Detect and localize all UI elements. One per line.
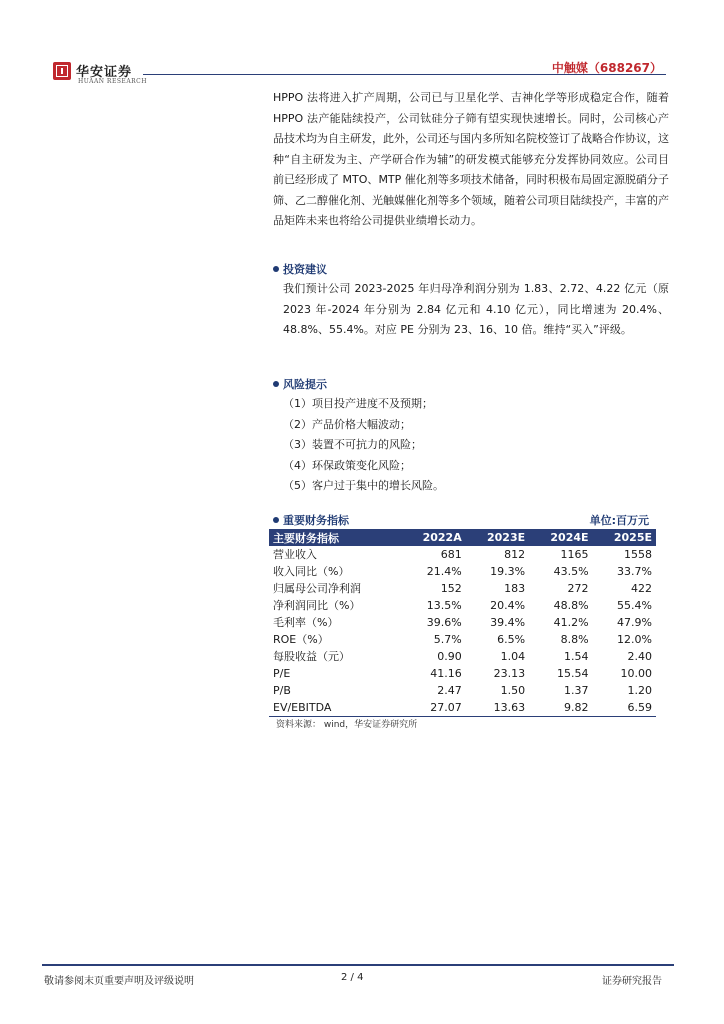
- company-title: 中触媒（688267）: [551, 61, 662, 75]
- footer-report-type: 证券研究报告: [602, 976, 662, 987]
- table-cell: 272: [567, 582, 589, 595]
- financials-heading: [273, 512, 349, 528]
- row-label: P/B: [273, 684, 291, 697]
- table-cell: 1.54: [564, 650, 589, 663]
- financials-unit: 单位:百万元: [589, 514, 649, 527]
- risk-heading-text: 风险提示: [283, 378, 327, 391]
- risk-item: （2）产品价格大幅波动；: [283, 417, 411, 431]
- investment-section: [273, 261, 669, 341]
- table-cell: 1.04: [500, 650, 526, 663]
- page-number: 2 / 4: [341, 972, 364, 983]
- table-row: [269, 580, 656, 597]
- body-section: [273, 88, 669, 232]
- row-label: 每股收益（元）: [273, 650, 350, 663]
- table-cell: 20.4%: [490, 599, 526, 612]
- investment-paragraph: 我们预计公司 2023-2025 年归母净利润分别为 1.83、2.72、4.22 亿元（原 2023 年-2024 年分别为 2.84 亿元和 4.10 亿元），同比增速为 20.4%、48.8%、55.4%。对应 PE 分别为 23、16、10 倍。维持“买入”评级。: [283, 282, 669, 336]
- table-cell: 1165: [560, 548, 589, 561]
- logo-text-en: HUAAN RESEARCH: [78, 78, 147, 85]
- table-cell: 6.59: [593, 699, 656, 717]
- footer-divider: [42, 964, 674, 966]
- table-cell: 39.4%: [490, 616, 526, 629]
- investment-heading-text: 投资建议: [283, 263, 327, 276]
- table-row: [269, 682, 656, 699]
- risk-section: [273, 376, 669, 497]
- table-cell: 13.63: [466, 699, 529, 717]
- investment-heading: [273, 261, 669, 279]
- financials-heading-text: 重要财务指标: [283, 514, 349, 527]
- table-cell: 422: [631, 582, 652, 595]
- table-cell: 812: [504, 548, 526, 561]
- row-label: EV/EBITDA: [269, 699, 401, 717]
- table-header-row: [269, 529, 656, 546]
- table-row: [269, 665, 656, 682]
- risk-heading: [273, 376, 669, 394]
- table-cell: 0.90: [437, 650, 462, 663]
- page-header: [0, 0, 724, 100]
- table-cell: 47.9%: [617, 616, 652, 629]
- risk-item: （3）装置不可抗力的风险；: [283, 438, 422, 451]
- table-cell: 48.8%: [553, 599, 589, 612]
- table-source-note: 资料来源： wind，华安证券研究所: [276, 720, 418, 730]
- table-cell: 681: [440, 548, 462, 561]
- table-cell: 183: [504, 582, 526, 595]
- table-cell: 33.7%: [617, 565, 652, 578]
- table-row: [269, 648, 656, 665]
- row-label: 收入同比（%）: [273, 565, 350, 578]
- bullet-icon: [273, 517, 279, 523]
- table-cell: 13.5%: [426, 599, 462, 612]
- table-row: [269, 699, 656, 717]
- table-cell: 152: [440, 582, 462, 595]
- table-row: [269, 597, 656, 614]
- footer-disclaimer-link[interactable]: 敬请参阅末页重要声明及评级说明: [44, 976, 194, 987]
- row-label: 归属母公司净利润: [273, 582, 361, 595]
- table-cell: 55.4%: [617, 599, 652, 612]
- row-label: 毛利率（%）: [273, 616, 339, 629]
- table-cell: 12.0%: [617, 633, 652, 646]
- table-row: [269, 631, 656, 648]
- table-row: [269, 563, 656, 580]
- table-cell: 8.8%: [560, 633, 589, 646]
- table-row: [269, 614, 656, 631]
- risk-item: （4）环保政策变化风险；: [283, 458, 411, 472]
- financials-table: [269, 529, 656, 717]
- table-cell: 39.6%: [426, 616, 462, 629]
- column-header: 2024E: [529, 529, 592, 546]
- body-paragraph: HPPO 法将进入扩产周期，公司已与卫星化学、吉神化学等形成稳定合作，随着 HPPO 法产能陆续投产，公司钛硅分子筛有望实现快速增长。同时，公司核心产品技术均为自主研发，此外，公司还与国内多所知名院校签订了战略合作协议，这种“自主研发为主、产学研合作为辅”的研发模式能够充分发挥协同效应。公司目前已经形成了 MTO、MTP 催化剂等多项技术储备，同时积极布局固定源脱硝分子筛、乙二醇催化剂、光触媒催化剂等多个领域，随着公司项目陆续投产，丰富的产品矩阵未来也将给公司提供业绩增长动力。: [273, 91, 669, 227]
- logo-text-cn: 华安证券: [76, 65, 133, 80]
- seal-icon: [56, 65, 68, 77]
- table-cell: 6.5%: [497, 633, 526, 646]
- column-header: 2022A: [401, 529, 466, 546]
- table-cell: 41.16: [430, 667, 462, 680]
- bullet-icon: [273, 381, 279, 387]
- table-cell: 15.54: [557, 667, 589, 680]
- table-cell: 21.4%: [426, 565, 462, 578]
- row-label: 净利润同比（%）: [273, 599, 361, 612]
- column-header: 主要财务指标: [269, 529, 401, 546]
- table-cell: 1.20: [627, 684, 652, 697]
- column-header: 2023E: [466, 529, 529, 546]
- table-row: [269, 546, 656, 563]
- huaan-logo-icon: [53, 62, 71, 80]
- row-label: ROE（%）: [273, 633, 329, 646]
- column-header: 2025E: [593, 529, 656, 546]
- table-cell: 2.47: [437, 684, 462, 697]
- table-cell: 5.7%: [433, 633, 462, 646]
- row-label: 营业收入: [273, 548, 317, 561]
- bullet-icon: [273, 266, 279, 272]
- table-cell: 2.40: [627, 650, 652, 663]
- table-cell: 9.82: [529, 699, 592, 717]
- table-cell: 1558: [624, 548, 652, 561]
- table-cell: 1.50: [500, 684, 526, 697]
- risk-item: （1）项目投产进度不及预期；: [283, 397, 433, 410]
- table-cell: 10.00: [620, 667, 652, 680]
- table-cell: 41.2%: [553, 616, 589, 629]
- table-cell: 19.3%: [490, 565, 526, 578]
- row-label: P/E: [273, 667, 291, 680]
- table-cell: 43.5%: [553, 565, 589, 578]
- table-cell: 23.13: [493, 667, 526, 680]
- risk-item: （5）客户过于集中的增长风险。: [283, 479, 444, 492]
- table-cell: 1.37: [564, 684, 589, 697]
- table-cell: 27.07: [401, 699, 466, 717]
